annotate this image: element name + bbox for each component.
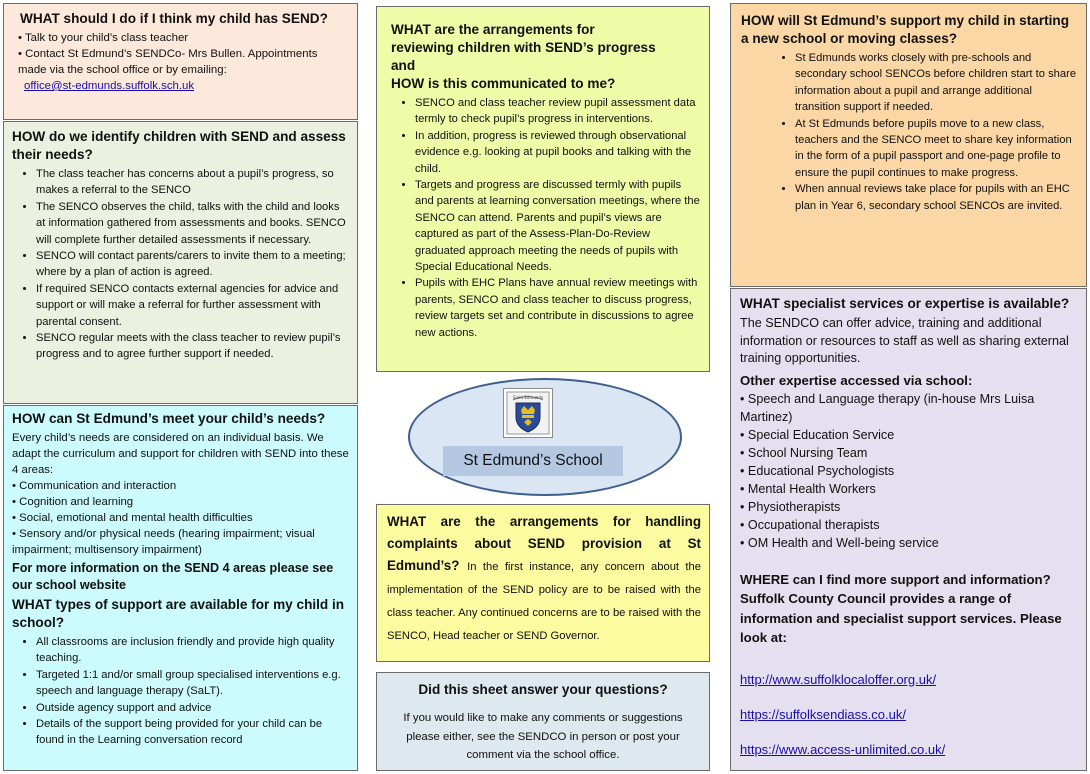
transition-list [739, 50, 1078, 214]
list-item: • Physiotherapists [740, 498, 1078, 516]
list-item: • Speech and Language therapy (in-house Mrs Luisa Martinez) [740, 390, 1078, 426]
list-item: • In addition, progress is reviewed through observational evidence e.g. looking at pupil books and talking with the child. [415, 128, 701, 177]
complaints-title: WHAT are the arrangements for handling complaints about SEND provision at St Edmund’s? [387, 514, 701, 573]
crest-icon [504, 389, 552, 437]
feedback-body: If you would like to make any comments or suggestions please either, see the SENDCO in person or post your comment via the school office. [403, 712, 683, 761]
list-item: • School Nursing Team [740, 444, 1078, 462]
list-item: • Communication and interaction [12, 478, 349, 494]
list-item: • Occupational therapists [740, 516, 1078, 534]
list-item: • St Edmunds works closely with pre-schools and secondary school SENCOs before children start to share information about a pupil and arrange additional transition support if needed. [795, 50, 1078, 116]
list-item: • At St Edmunds before pupils move to a new class, teachers and the SENCO meet to share key information in the form of a pupil passport and one-page profile to ensure the pupil continues to make progress. [795, 116, 1078, 182]
list-item: • When annual reviews take place for pupils with an EHC plan in Year 6, secondary school SENCOs are invited. [795, 181, 1078, 214]
send-concern-box [3, 3, 358, 120]
send-concern-list [18, 30, 349, 78]
list-item: • Talk to your child’s class teacher [18, 30, 349, 46]
feedback-title: Did this sheet answer your questions? [418, 682, 668, 697]
list-item: • Mental Health Workers [740, 480, 1078, 498]
list-item: • Sensory and/or physical needs (hearing impairment; visual impairment; multisensory impairment) [12, 526, 349, 558]
services-list [740, 390, 1078, 552]
identify-needs-box [3, 121, 358, 404]
meet-needs-title: HOW can St Edmund’s meet your child’s needs? [12, 411, 326, 426]
list-item: • Outside agency support and advice [36, 700, 349, 716]
review-progress-box [376, 6, 710, 372]
specialist-services-title: WHAT specialist services or expertise is available? [740, 296, 1070, 311]
transition-box [730, 3, 1087, 287]
review-progress-subtitle: HOW is this communicated to me? [391, 76, 616, 91]
list-item: • The class teacher has concerns about a pupil’s progress, so makes a referral to the SENCO [36, 166, 349, 199]
identify-needs-title: HOW do we identify children with SEND and assess their needs? [12, 129, 346, 162]
list-item: • If required SENCO contacts external agencies for advice and support or will make a referral for further assessment with parental consent. [36, 281, 349, 330]
where-support-title: WHERE can I find more support and information? Suffolk County Council provides a range of information and specialist support services. Please look at: [740, 571, 1062, 645]
list-item: • SENCO will contact parents/carers to invite them to a meeting; where by a plan of action is agreed. [36, 248, 349, 281]
list-item: • OM Health and Well-being service [740, 534, 1078, 552]
support-types-title: WHAT types of support are available for my child in school? [12, 597, 345, 630]
school-crest-logo [503, 388, 553, 438]
feedback-box [376, 672, 710, 771]
crest-text: Saint Edmunds [512, 395, 544, 400]
complaints-box [376, 504, 710, 662]
list-item: • Educational Psychologists [740, 462, 1078, 480]
list-item: • Special Education Service [740, 426, 1078, 444]
suffolk-local-offer-link[interactable]: http://www.suffolklocaloffer.org.uk/ [740, 671, 937, 687]
specialist-services-box [730, 288, 1087, 771]
school-name: St Edmund’s School [443, 446, 623, 476]
specialist-services-intro: The SENDCO can offer advice, training and additional information or resources to staff as well as sharing external training opportunities. [740, 316, 1069, 365]
list-item: • All classrooms are inclusion friendly and provide high quality teaching. [36, 634, 349, 667]
list-item: • Social, emotional and mental health difficulties [12, 510, 349, 526]
meet-needs-intro: Every child’s needs are considered on an individual basis. We adapt the curriculum and support for children with SEND into these 4 areas: [12, 432, 349, 476]
send-concern-title: WHAT should I do if I think my child has SEND? [20, 11, 328, 26]
list-item: • Contact St Edmund’s SENDCo- Mrs Bullen. Appointments made via the school office or by emailing: [18, 46, 349, 78]
review-progress-title: WHAT are the arrangements for reviewing children with SEND’s progress and [391, 22, 656, 73]
suffolk-sendiass-link[interactable]: https://suffolksendiass.co.uk/ [740, 706, 906, 722]
list-item: • Targeted 1:1 and/or small group specialised interventions e.g. speech and language therapy (SaLT). [36, 667, 349, 700]
support-types-list [12, 634, 349, 749]
email-link[interactable]: office@st-edmunds.suffolk.sch.uk [24, 80, 195, 92]
more-info-text: For more information on the SEND 4 areas please see our school website [12, 561, 334, 592]
transition-title: HOW will St Edmund’s support my child in starting a new school or moving classes? [741, 13, 1070, 46]
list-item: • Pupils with EHC Plans have annual review meetings with parents, SENCO and class teacher to discuss progress, review targets set and contribute in discussions to agree new actions. [415, 275, 701, 341]
review-progress-list [385, 95, 701, 341]
send-areas-list [12, 478, 349, 558]
list-item: • SENCO regular meets with the class teacher to review pupil’s progress and to agree further support if needed. [36, 330, 349, 363]
meet-needs-box [3, 405, 358, 771]
list-item: • Details of the support being provided for your child can be found in the Learning conversation record [36, 716, 349, 749]
complaints-body: In the first instance, any concern about the implementation of the SEND policy are to be raised with the class teacher. Any continued concerns are to be raised with the SENCO, Head teacher or SEND Governor. [387, 561, 701, 642]
list-item: • Cognition and learning [12, 494, 349, 510]
access-unlimited-link[interactable]: https://www.access-unlimited.co.uk/ [740, 741, 946, 757]
list-item: • Targets and progress are discussed termly with pupils and parents at learning conversation meetings, where the SENCO can attend. Parents and pupil’s views are captured as part of the Assess-Plan-Do-Review graduated approach meeting the needs of pupils with Special Educational Needs. [415, 177, 701, 275]
list-item: • SENCO and class teacher review pupil assessment data termly to check pupil’s progress in interventions. [415, 95, 701, 128]
list-item: • The SENCO observes the child, talks with the child and looks at information gathered from assessments and books. SENCO will complete further detailed assessments if necessary. [36, 199, 349, 248]
identify-needs-list [12, 166, 349, 363]
other-expertise-title: Other expertise accessed via school: [740, 372, 973, 388]
